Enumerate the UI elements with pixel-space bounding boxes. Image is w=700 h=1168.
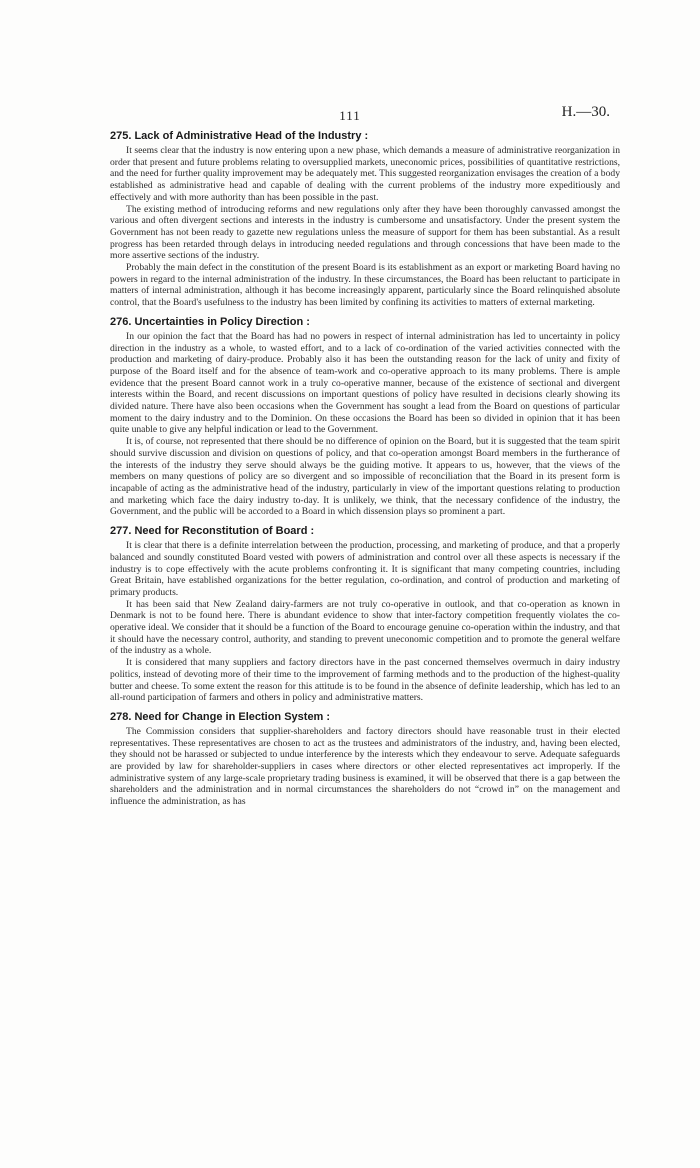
paragraph: The existing method of introducing reforms and new regulations only after they have been thoroughly canvassed amongst the various and often divergent sections and interests in the industry is cumbersome and unsatisfactory. Under the present system the Government has not been ready to gazette new regulations unless the measure of support for them has been substantial. As a result progress has been retarded through delays in introducing needed regulations and through concessions that have been made to the more assertive sections of the industry. xyxy=(110,203,620,262)
paragraph: The Commission considers that supplier-shareholders and factory directors should have reasonable trust in their elected representatives. These representatives are chosen to act as the trustees and administrators of the industry, and, having been elected, they should not be harassed or subjected to undue interference by the interests which they endeavour to serve. Adequate safeguards are provided by law for shareholder-suppliers in cases where directors or other elected representatives act improperly. If the administrative system of any large-scale proprietary trading business is examined, it will be observed that there is a gap between the shareholders and the administration and in normal circumstances the shareholders do not “crowd in” on the management and influence the administration, as has xyxy=(110,725,620,808)
section-277 xyxy=(110,525,620,704)
paragraph: It is clear that there is a definite interrelation between the production, processing, and marketing of produce, and that a properly balanced and soundly constituted Board vested with powers of administration and control over all these aspects is necessary if the industry is to cope effectively with the acute problems confronting it. It is significant that many competing countries, including Great Britain, have established organizations for the better regulation, co-ordination, and control of production and marketing of primary products. xyxy=(110,540,620,598)
page-body xyxy=(110,130,620,815)
paragraph: Probably the main defect in the constitution of the present Board is its establishment as an export or marketing Board having no powers in regard to the internal administration of the industry. In these circumstances, the Board has been reluctant to participate in matters of internal administration, although it has become increasingly apparent, particularly since the Board relinquished absolute control, that the Board's usefulness to the industry has been limited by confining its activities to matters of external marketing. xyxy=(110,262,620,309)
paragraph: It has been said that New Zealand dairy-farmers are not truly co-operative in outlook, and that co-operation as known in Denmark is not to be found here. There is abundant evidence to show that inter-factory competition frequently violates the co-operative ideal. We consider that it should be a function of the Board to encourage genuine co-operation within the industry, and that it should have the necessary control, authority, and standing to prevent uneconomic competition and to promote the general welfare of the industry as a whole. xyxy=(110,598,620,657)
section-heading: 276. Uncertainties in Policy Direction : xyxy=(110,315,310,328)
section-275 xyxy=(110,130,620,309)
section-heading: 278. Need for Change in Election System : xyxy=(110,710,331,723)
document-reference: H.—30. xyxy=(561,104,610,120)
section-heading: 277. Need for Reconstitution of Board : xyxy=(110,525,315,538)
paragraph: In our opinion the fact that the Board has had no powers in respect of internal administration has led to uncertainty in policy direction in the industry as a whole, to wasted effort, and to a lack of co-ordination of the varied activities connected with the production and marketing of dairy-produce. Probably also it has been the outstanding reason for the lack of unity and fixity of purpose of the Board itself and for the absence of team-work and co-operative approach to its many problems. There is ample evidence that the present Board cannot work in a truly co-operative manner, because of the existence of sectional and divergent interests within the Board, and recent discussions on important questions of policy have resulted in decisions clearly showing its divided nature. There have also been occasions when the Government has sought a lead from the Board on questions of particular moment to the dairy industry and to the Dominion. On these occasions the Board has been so divided in opinion that it has been quite unable to give any helpful indication or lead to the Government. xyxy=(110,330,620,436)
page-number: 111 xyxy=(339,108,361,123)
section-276 xyxy=(110,316,620,518)
paragraph: It is considered that many suppliers and factory directors have in the past concerned themselves overmuch in dairy industry politics, instead of devoting more of their time to the improvement of farming methods and to the production of the highest-quality butter and cheese. To some extent the reason for this attitude is to be found in the absence of definite leadership, which has led to an all-round participation of farmers and others in policy and administrative matters. xyxy=(110,657,620,704)
section-278 xyxy=(110,711,620,808)
section-heading: 275. Lack of Administrative Head of the Industry : xyxy=(110,130,369,142)
paragraph: It seems clear that the industry is now entering upon a new phase, which demands a measure of administrative reorganization in order that present and future problems relating to oversupplied markets, uneconomic prices, possibilities of quantitative restrictions, and the need for further quality improvement may be adequately met. This suggested reorganization envisages the creation of a body established as administrative head and capable of dealing with the current problems of the industry more expeditiously and effectively and with more authority than has been possible in the past. xyxy=(110,145,620,203)
paragraph: It is, of course, not represented that there should be no difference of opinion on the Board, but it is suggested that the team spirit should survive discussion and division on questions of policy, and that co-operation amongst Board members in the furtherance of the interests of the industry they serve should always be the guiding motive. It appears to us, however, that the views of the members on many questions of policy are so divergent and so impossible of reconciliation that the Board in its present form is incapable of acting as the administrative head of the industry, particularly in view of the important questions relating to production and marketing which face the dairy industry to-day. It is unlikely, we think, that the necessary confidence of the industry, the Government, and the public will be accorded to a Board in which dissension plays so prominent a part. xyxy=(110,436,620,518)
